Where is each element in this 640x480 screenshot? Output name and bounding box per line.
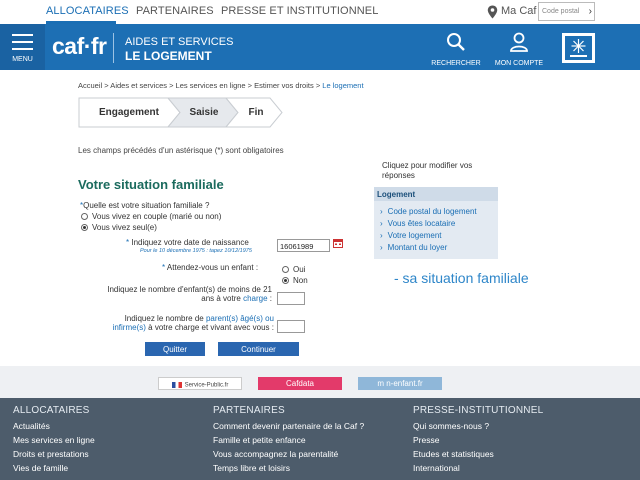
footer-heading-partenaires[interactable]: PARTENAIRES — [213, 405, 285, 416]
children-label-line2a: ans à votre — [201, 294, 244, 303]
footer-link[interactable]: Etudes et statistiques — [413, 449, 494, 459]
required-star: * — [80, 201, 84, 210]
footer-link[interactable]: Droits et prestations — [13, 449, 89, 459]
parents-label-line1a: Indiquez le nombre de — [124, 314, 206, 323]
nav-presse[interactable]: PRESSE ET INSTITUTIONNEL — [221, 5, 379, 17]
children-count-input[interactable] — [277, 292, 305, 305]
menu-label: MENU — [12, 56, 33, 63]
header-title: LE LOGEMENT — [125, 49, 212, 63]
quit-button[interactable]: Quitter — [145, 342, 205, 356]
section-title: Votre situation familiale — [78, 177, 224, 192]
footer-heading-allocataires[interactable]: ALLOCATAIRES — [13, 405, 90, 416]
radio-seul[interactable] — [81, 224, 88, 231]
infirmes-link[interactable]: infirme(s) — [112, 323, 146, 332]
continue-button[interactable]: Continuer — [218, 342, 299, 356]
footer-heading-presse[interactable]: PRESSE-INSTITUTIONNEL — [413, 405, 544, 416]
option-seul[interactable] — [81, 223, 157, 232]
step-engagement: Engagement — [98, 107, 159, 118]
account-button[interactable] — [494, 32, 544, 67]
parents-link[interactable]: parent(s) âgé(s) ou — [205, 314, 274, 323]
footer-link[interactable]: Temps libre et loisirs — [213, 463, 290, 473]
option-seul-label: Vous vivez seul(e) — [92, 223, 157, 232]
required-star: * — [126, 238, 130, 247]
footer-link[interactable]: Qui sommes-nous ? — [413, 421, 490, 431]
footer-link[interactable]: Presse — [413, 435, 440, 445]
birthdate-label — [126, 238, 249, 247]
side-panel-heading: Logement — [374, 187, 498, 201]
parents-count-input[interactable] — [277, 320, 305, 333]
video-caption: - sa situation familiale — [394, 270, 529, 286]
search-label: RECHERCHER — [431, 60, 481, 67]
footer-link[interactable]: Mes services en ligne — [13, 435, 95, 445]
children-label-line2c: : — [267, 294, 272, 303]
birthdate-input[interactable]: 16061989 — [277, 239, 330, 252]
situation-question — [80, 201, 209, 210]
postal-go-icon[interactable]: › — [588, 6, 592, 17]
calendar-icon[interactable] — [333, 239, 343, 248]
footer-link[interactable]: Comment devenir partenaire de la Caf ? — [213, 421, 365, 431]
radio-non[interactable] — [282, 277, 289, 284]
option-non-label: Non — [293, 276, 308, 285]
republique-francaise-logo — [562, 33, 595, 63]
flag-icon — [172, 382, 182, 388]
location-pin-icon — [487, 5, 498, 19]
option-couple[interactable] — [81, 212, 221, 221]
user-icon — [509, 32, 529, 52]
option-oui-label: Oui — [293, 265, 306, 274]
step-fin: Fin — [248, 107, 264, 118]
birthdate-label-text: Indiquez votre date de naissance — [131, 238, 249, 247]
parents-label — [86, 314, 274, 332]
logo-divider — [113, 33, 114, 63]
footer-link[interactable]: Vies de famille — [13, 463, 69, 473]
postal-code-input[interactable] — [538, 2, 595, 21]
top-navigation — [0, 0, 640, 24]
footer-link[interactable]: Famille et petite enfance — [213, 435, 306, 445]
footer-link[interactable]: Vous accompagnez la parentalité — [213, 449, 339, 459]
radio-oui[interactable] — [282, 266, 289, 273]
service-public-label: Service-Public.fr — [184, 382, 229, 389]
search-icon — [446, 32, 466, 52]
option-couple-label: Vous vivez en couple (marié ou non) — [92, 212, 222, 221]
side-link-locataire[interactable]: › Vous êtes locataire — [380, 219, 455, 228]
option-non[interactable] — [282, 276, 308, 285]
progress-stepper — [78, 97, 298, 129]
side-link-loyer[interactable]: › Montant du loyer — [380, 243, 447, 252]
service-public-badge[interactable] — [158, 377, 242, 390]
monenfant-badge[interactable]: m n-enfant.fr — [358, 377, 442, 390]
birthdate-hint: Pour le 10 décembre 1975 : tapez 10/12/1975 — [140, 248, 252, 254]
breadcrumb-path[interactable]: Accueil > Aides et services > Les services en ligne > Estimer vos droits > — [78, 81, 323, 90]
children-label-line1: Indiquez le nombre d'enfant(s) de moins de 21 — [107, 285, 272, 294]
nav-allocataires[interactable]: ALLOCATAIRES — [46, 5, 129, 17]
charge-link[interactable]: charge — [243, 294, 268, 303]
partner-strip — [0, 366, 640, 398]
expecting-child-label — [162, 263, 258, 272]
site-footer — [0, 398, 640, 480]
parents-label-line2b: à votre charge et vivant avec vous : — [145, 323, 274, 332]
side-link-logement[interactable]: › Votre logement — [380, 231, 441, 240]
header-subtitle: AIDES ET SERVICES — [125, 36, 234, 48]
menu-button[interactable] — [0, 24, 45, 70]
hamburger-icon — [12, 34, 33, 55]
breadcrumb — [78, 81, 364, 90]
postal-code-placeholder: Code postal — [542, 8, 580, 15]
ma-caf-link[interactable]: Ma Caf — [501, 5, 537, 17]
side-panel — [374, 187, 498, 259]
children-label — [86, 285, 272, 303]
side-panel-intro: Cliquez pour modifier vos réponses — [382, 161, 473, 180]
radio-couple[interactable] — [81, 213, 88, 220]
account-label: MON COMPTE — [494, 60, 544, 67]
search-button[interactable] — [431, 32, 481, 67]
required-fields-note: Les champs précédés d'un astérisque (*) sont obligatoires — [78, 146, 284, 155]
required-star: * — [162, 263, 166, 272]
site-header — [0, 24, 640, 70]
expecting-child-text: Attendez-vous un enfant : — [166, 263, 259, 272]
situation-question-text: Quelle est votre situation familiale ? — [83, 201, 210, 210]
breadcrumb-current: Le logement — [322, 81, 364, 90]
side-link-postal[interactable]: › Code postal du logement — [380, 207, 477, 216]
nav-partenaires[interactable]: PARTENAIRES — [136, 5, 214, 17]
option-oui[interactable] — [282, 265, 305, 274]
footer-link[interactable]: Actualités — [13, 421, 50, 431]
step-saisie: Saisie — [189, 107, 219, 118]
cafdata-badge[interactable]: Cafdata — [258, 377, 342, 390]
footer-link[interactable]: International — [413, 463, 460, 473]
caf-logo[interactable]: caf·fr — [52, 33, 107, 59]
